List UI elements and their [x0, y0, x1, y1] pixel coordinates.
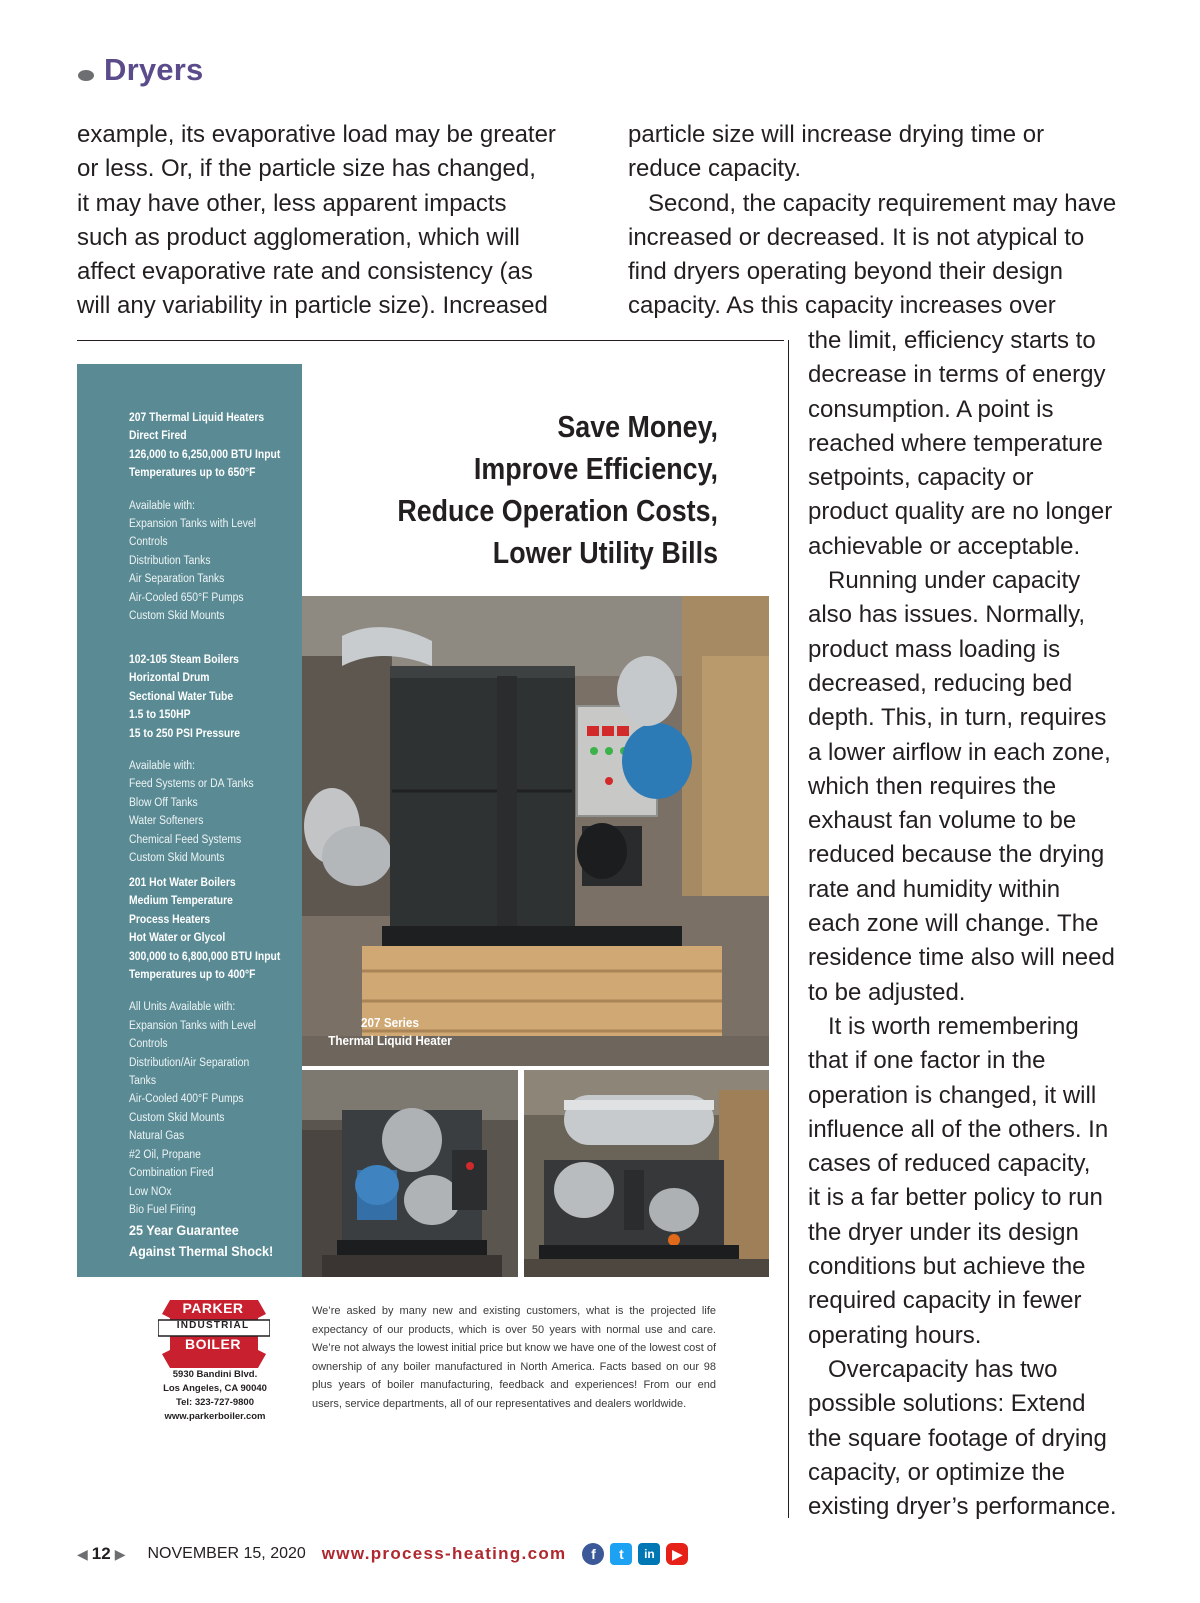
text-line: product mass loading is — [808, 635, 1061, 663]
option-line: Controls — [129, 1038, 168, 1051]
text-line: exhaust fan volume to be — [808, 807, 1077, 835]
spec-line: 102-105 Steam Boilers — [129, 654, 239, 666]
option-line: Feed Systems or DA Tanks — [129, 778, 254, 791]
ad-address — [145, 1368, 285, 1424]
section-title: Dryers — [104, 52, 204, 87]
logo-text: PARKER — [182, 1300, 244, 1316]
text-line: reached where temperature — [808, 429, 1103, 457]
headline-line: Save Money, — [557, 410, 718, 444]
option-line: Natural Gas — [129, 1130, 185, 1143]
text-line: rate and humidity within — [808, 875, 1061, 903]
text-line: Running under capacity — [828, 567, 1081, 595]
headline-line: Reduce Operation Costs, — [397, 494, 718, 528]
option-line: #2 Oil, Propane — [129, 1148, 201, 1161]
text-line: affect evaporative rate and consistency (as — [77, 258, 533, 286]
text-line: to be adjusted. — [808, 978, 966, 1006]
text-line: conditions but achieve the — [808, 1253, 1086, 1281]
address-line: 5930 Bandini Blvd. — [172, 1369, 258, 1380]
option-line: Available with: — [129, 760, 195, 773]
spec-line: 207 Thermal Liquid Heaters — [129, 412, 265, 424]
option-line: Blow Off Tanks — [129, 796, 198, 809]
text-line: operation is changed, it will — [808, 1081, 1097, 1109]
text-line: a lower airflow in each zone, — [808, 738, 1111, 766]
option-line: Tanks — [129, 1075, 157, 1088]
spec-line: Temperatures up to 400°F — [129, 969, 256, 982]
site-url-link[interactable]: www.process-heating.com — [321, 1544, 567, 1563]
option-line: Controls — [129, 536, 168, 549]
text-line: decreased, reducing bed — [808, 669, 1073, 697]
caption-line: 207 Series — [361, 1015, 419, 1030]
text-line: Second, the capacity requirement may have — [648, 189, 1117, 217]
text-line: influence all of the others. In — [808, 1115, 1109, 1143]
text-line: it may have other, less apparent impacts — [77, 189, 507, 217]
spec-line: Hot Water or Glycol — [129, 932, 226, 945]
option-line: Available with: — [129, 499, 195, 512]
address-line: Tel: 323-727-9800 — [176, 1397, 254, 1408]
text-line: it is a far better policy to run — [808, 1184, 1103, 1212]
text-line: decrease in terms of energy — [808, 361, 1106, 389]
text-line: residence time also will need — [808, 944, 1115, 972]
tank-illustration — [524, 1070, 769, 1277]
text-line: which then requires the — [808, 772, 1057, 800]
logo-text: BOILER — [185, 1336, 241, 1352]
right-triangle-icon: ▶ — [114, 1545, 126, 1562]
text-line: or less. Or, if the particle size has changed, — [77, 155, 536, 183]
text-line: the limit, efficiency starts to — [808, 327, 1096, 354]
address-line: Los Angeles, CA 90040 — [163, 1383, 267, 1394]
text-line: consumption. A point is — [808, 395, 1054, 423]
ad-website-link[interactable]: www.parkerboiler.com — [164, 1411, 266, 1422]
text-line: existing dryer’s performance. — [808, 1493, 1117, 1521]
option-line: All Units Available with: — [129, 1001, 236, 1014]
page-number: 12 — [91, 1544, 111, 1563]
text-line: product quality are no longer — [808, 498, 1113, 526]
option-line: Distribution Tanks — [129, 554, 211, 567]
text-line: reduced because the drying — [808, 841, 1105, 869]
ad-headline — [368, 406, 718, 574]
option-line: Air Separation Tanks — [129, 573, 225, 586]
spec-line: Medium Temperature — [129, 895, 233, 908]
twitter-icon[interactable]: t — [610, 1543, 632, 1565]
spec-line: Temperatures up to 650°F — [129, 467, 256, 480]
photo-caption — [318, 1014, 462, 1050]
text-line: the dryer under its design — [808, 1218, 1079, 1246]
spec-line: Process Heaters — [129, 913, 211, 926]
ad-body-text: We’re asked by many new and existing customers, what is the projected life expectancy of our products, which is over 50 years with normal use and care. We’re not always the lowest initial price but know we have one of the lowest cost of ownership of any boiler manufactured in North America. Facts based on our 98 plus years of boiler manufacturing, feedback and experiences! From our end users, service departments, all of our representatives and dealers worldwide. — [312, 1305, 716, 1410]
text-line: find dryers operating beyond their design — [628, 258, 1063, 286]
text-line: achievable or acceptable. — [808, 532, 1081, 560]
text-line: example, its evaporative load may be greater — [77, 121, 556, 148]
spec-line: 201 Hot Water Boilers — [129, 877, 236, 889]
text-line: required capacity in fewer — [808, 1287, 1082, 1315]
text-line: reduce capacity. — [628, 155, 801, 183]
ad-product-block-2 — [129, 651, 282, 867]
spec-line: Sectional Water Tube — [129, 690, 234, 703]
option-line: Low NOx — [129, 1185, 172, 1198]
article-column-1 — [77, 118, 597, 324]
text-line: particle size will increase drying time or — [628, 121, 1045, 148]
option-line: Bio Fuel Firing — [129, 1203, 196, 1216]
heater-illustration — [302, 596, 769, 1066]
text-line: that if one factor in the — [808, 1047, 1046, 1075]
option-line: Custom Skid Mounts — [129, 610, 225, 623]
spec-line: 126,000 to 6,250,000 BTU Input — [129, 448, 281, 461]
left-triangle-icon: ◀ — [77, 1545, 88, 1562]
boiler-illustration — [302, 1070, 518, 1277]
text-line: setpoints, capacity or — [808, 464, 1034, 492]
ad-product-block-3 — [129, 874, 282, 1219]
spec-line: Horizontal Drum — [129, 672, 210, 685]
youtube-icon[interactable]: ▶ — [666, 1543, 688, 1565]
text-line: Overcapacity has two — [828, 1355, 1058, 1383]
text-line: operating hours. — [808, 1321, 982, 1349]
option-line: Chemical Feed Systems — [129, 833, 242, 846]
vertical-rule — [788, 340, 789, 1518]
text-line: such as product agglomeration, which will — [77, 223, 520, 251]
headline-line: Improve Efficiency, — [473, 452, 718, 486]
option-line: Expansion Tanks with Level — [129, 518, 256, 531]
option-line: Air-Cooled 650°F Pumps — [129, 591, 244, 604]
heater-photo-right — [524, 1070, 769, 1277]
option-line: Custom Skid Mounts — [129, 852, 225, 865]
text-line: increased or decreased. It is not atypical to — [628, 223, 1085, 251]
caption-line: Thermal Liquid Heater — [328, 1033, 452, 1048]
ad-product-block-1 — [129, 409, 282, 625]
ad-sidebar — [77, 364, 302, 1277]
section-bullet-icon — [78, 70, 94, 81]
text-line: will any variability in particle size). Increased — [77, 292, 548, 320]
option-line: Combination Fired — [129, 1167, 214, 1180]
headline-line: Lower Utility Bills — [492, 536, 718, 570]
article-column-2 — [628, 118, 1148, 324]
guarantee-line: Against Thermal Shock! — [129, 1243, 274, 1259]
spec-line: 1.5 to 150HP — [129, 709, 191, 722]
ad-guarantee — [129, 1220, 287, 1262]
text-line: cases of reduced capacity, — [808, 1150, 1091, 1178]
horizontal-rule — [77, 340, 784, 341]
spec-line: 15 to 250 PSI Pressure — [129, 727, 241, 740]
option-line: Custom Skid Mounts — [129, 1111, 225, 1124]
heater-photo-main — [302, 596, 769, 1066]
option-line: Air-Cooled 400°F Pumps — [129, 1093, 244, 1106]
spec-line: Direct Fired — [129, 430, 187, 443]
option-line: Expansion Tanks with Level — [129, 1019, 256, 1032]
page-footer — [77, 1541, 688, 1567]
text-line: It is worth remembering — [828, 1012, 1079, 1040]
article-column-3 — [808, 324, 1138, 1524]
boiler-photo-left — [302, 1070, 518, 1277]
guarantee-line: 25 Year Guarantee — [129, 1222, 239, 1238]
facebook-icon[interactable]: f — [582, 1543, 604, 1565]
text-line: possible solutions: Extend — [808, 1390, 1086, 1418]
spec-line: 300,000 to 6,800,000 BTU Input — [129, 950, 281, 963]
linkedin-icon[interactable]: in — [638, 1543, 660, 1565]
issue-date: NOVEMBER 15, 2020 — [147, 1545, 306, 1562]
logo-text: INDUSTRIAL — [176, 1320, 250, 1331]
text-line: the square footage of drying — [808, 1424, 1107, 1452]
text-line: also has issues. Normally, — [808, 601, 1085, 629]
option-line: Water Softeners — [129, 815, 204, 828]
text-line: depth. This, in turn, requires — [808, 704, 1107, 732]
text-line: capacity, or optimize the — [808, 1458, 1066, 1486]
text-line: capacity. As this capacity increases over — [628, 292, 1056, 320]
text-line: each zone will change. The — [808, 910, 1099, 938]
option-line: Distribution/Air Separation — [129, 1056, 250, 1069]
